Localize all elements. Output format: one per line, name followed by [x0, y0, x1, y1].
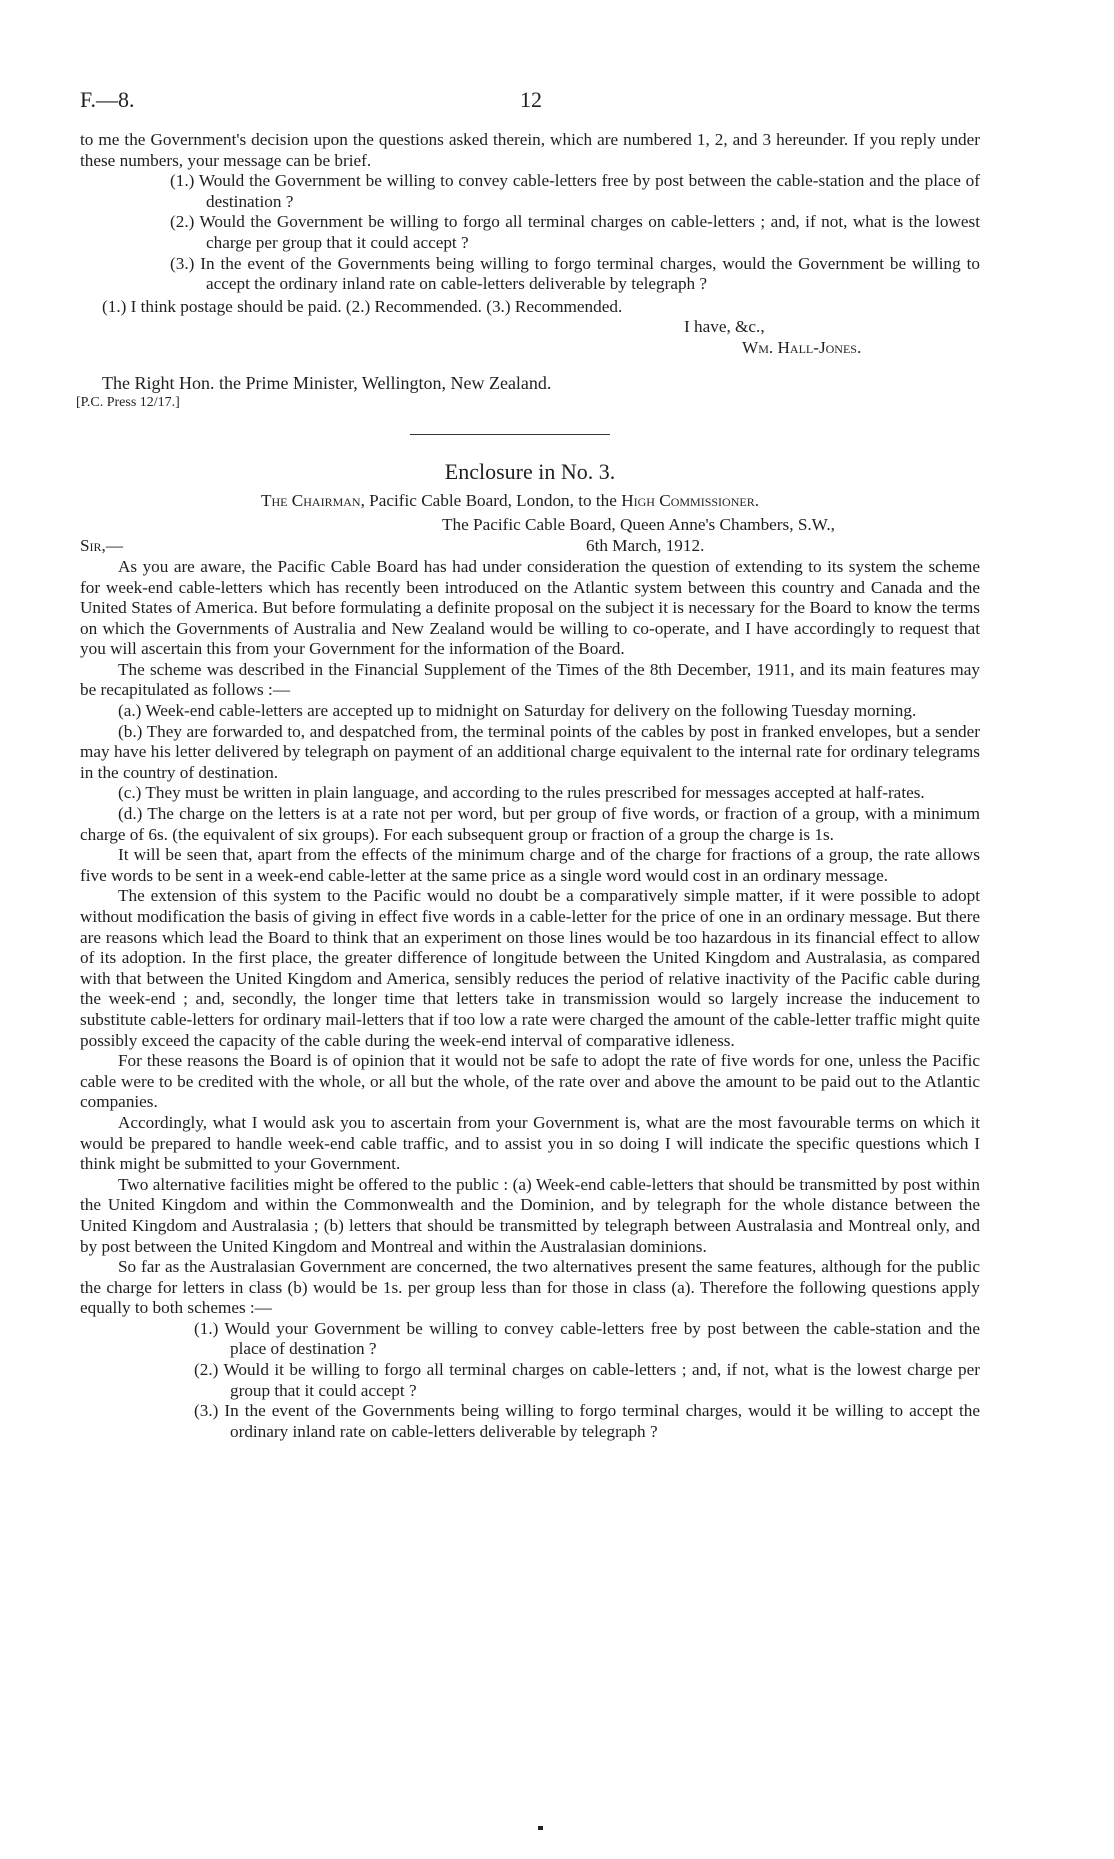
enclosure-question-1: (1.) Would your Government be willing to convey cable-letters free by post between the cable-station and the place of destination ? — [194, 1318, 980, 1359]
page-header — [80, 87, 980, 130]
question-3: (3.) In the event of the Governments being willing to forgo terminal charges, would the Government be willing to accept the ordinary inland rate on cable-letters deliverable by telegraph ? — [170, 253, 980, 294]
paragraph: The scheme was described in the Financial Supplement of the Times of the 8th December, 1911, and its main features may be recapitulated as follows :— — [80, 659, 980, 700]
sender-address: The Pacific Cable Board, Queen Anne's Chambers, S.W., — [442, 515, 835, 535]
enclosure-title: Enclosure in No. 3. — [444, 458, 616, 484]
document-reference: F.—8. — [80, 87, 135, 112]
press-reference: [P.C. Press 12/17.] — [76, 395, 180, 411]
enclosure-route — [80, 491, 980, 512]
paragraph: (d.) The charge on the letters is at a rate not per word, but per group of five words, or fraction of a group, with a minimum charge of 6s. (the equivalent of six groups). For each subsequent group or fraction of a group the charge is 1s. — [80, 804, 980, 844]
enclosure-question-3: (3.) In the event of the Governments being willing to forgo terminal charges, would it be willing to accept the ordinary inland rate on cable-letters deliverable by telegraph ? — [194, 1401, 980, 1441]
paragraph: (b.) They are forwarded to, and despatched from, the terminal points of the cables by post in franked envelopes, but a sender may have his letter delivered by telegraph on payment of an additional charge equivalent to the internal rate for ordinary telegrams in the country of destination. — [80, 721, 980, 782]
paragraph: Two alternative facilities might be offered to the public : (a) Week-end cable-letters that should be transmitted by post within the United Kingdom and within the Commonwealth and the Dominion, and by telegraph for the whole distance between the United Kingdom and Australasia ; (b) letters that should be transmitted by telegraph between Australasia and Montreal only, and by post between the United Kingdom and Montreal and within the Australasian dominions. — [80, 1174, 980, 1256]
signature: Wm. Hall-Jones. — [742, 337, 862, 357]
answer-line: (1.) I think postage should be paid. (2.) Recommended. (3.) Recommended. — [102, 296, 623, 316]
paragraph: Accordingly, what I would ask you to ascertain from your Government is, what are the most favourable terms on which it would be prepared to handle week-end cable traffic, and to assist you in so doing I will indicate the specific questions which I think might be submitted to your Government. — [80, 1112, 980, 1174]
enclosure-question-2: (2.) Would it be willing to forgo all terminal charges on cable-letters ; and, if not, what is the lowest charge per group that it could accept ? — [194, 1360, 980, 1400]
route-from: The Chairman, — [260, 490, 365, 510]
paragraph: It will be seen that, apart from the effects of the minimum charge and of the charge for fractions of a group, the rate allows five words to be sent in a week-end cable-letter at the same price as a single word would cost in an ordinary message. — [80, 845, 980, 885]
page-number: 12 — [520, 87, 542, 112]
closing-line: I have, &c., — [684, 317, 765, 337]
paragraph: For these reasons the Board is of opinion that it would not be safe to adopt the rate of five words for one, unless the Pacific cable were to be credited with the whole, or all but the whole, of the rate over and above the amount to be paid out to the Atlantic companies. — [80, 1051, 980, 1112]
question-2: (2.) Would the Government be willing to forgo all terminal charges on cable-letters ; and, if not, what is the lowest charge per group that it could accept ? — [170, 212, 980, 252]
paragraph: So far as the Australasian Government are concerned, the two alternatives present the same features, although for the public the charge for letters in class (b) would be 1s. per group less than for those in class (a). Therefore the following questions apply equally to both schemes :— — [80, 1257, 980, 1318]
salutation: Sir,— — [80, 535, 124, 555]
question-1: (1.) Would the Government be willing to convey cable-letters free by post between the cable-station and the place of destination ? — [170, 171, 980, 211]
paragraph: (c.) They must be written in plain language, and according to the rules prescribed for messages accepted at half-rates. — [118, 783, 925, 803]
addressee-line: The Right Hon. the Prime Minister, Wellington, New Zealand. — [102, 372, 552, 393]
letter-opening: to me the Government's decision upon the questions asked therein, which are numbered 1, 2, and 3 hereunder. If you reply under these numbers, your message can be brief. — [80, 130, 980, 170]
salutation-date-line — [80, 536, 980, 557]
route-middle: Pacific Cable Board, London, to the — [364, 490, 622, 510]
paragraph: The extension of this system to the Pacific would no doubt be a comparatively simple matter, if it were possible to adopt without modification the basis of giving in effect five words in a cable-letter for the price of one in an ordinary message. But there are reasons which lead the Board to think that an experiment on those lines would be too hazardous in its financial effect to allow of its adoption. In the first place, the greater difference of longitude between the United Kingdom and Australasia, as compared with that between the United Kingdom and America, sensibly reduces the period of relative inactivity of the Pacific cable during the week-end ; and, secondly, the longer time that letters take in transmission would so largely increase the inducement to substitute cable-letters for ordinary mail-letters that if too low a rate were charged the amount of the cable-letter traffic might quite possibly exceed the capacity of the cable during the week-end interval of comparative idleness. — [80, 886, 980, 1050]
route-to: High Commissioner. — [621, 490, 760, 510]
paragraph: As you are aware, the Pacific Cable Board has had under consideration the question of extending to its system the scheme for week-end cable-letters which has recently been introduced on the Atlantic system between this country and Canada and the United States of America. But before formulating a definite proposal on the subject it is necessary for the Board to know the terms on which the Governments of Australia and New Zealand would be willing to co-operate, and I have accordingly to request that you will ascertain this from your Government for the information of the Board. — [80, 556, 980, 659]
section-divider — [410, 434, 610, 435]
letter-date: 6th March, 1912. — [586, 535, 705, 555]
page-end-mark — [538, 1826, 543, 1830]
paragraph: (a.) Week-end cable-letters are accepted up to midnight on Saturday for delivery on the following Tuesday morning. — [118, 701, 917, 721]
